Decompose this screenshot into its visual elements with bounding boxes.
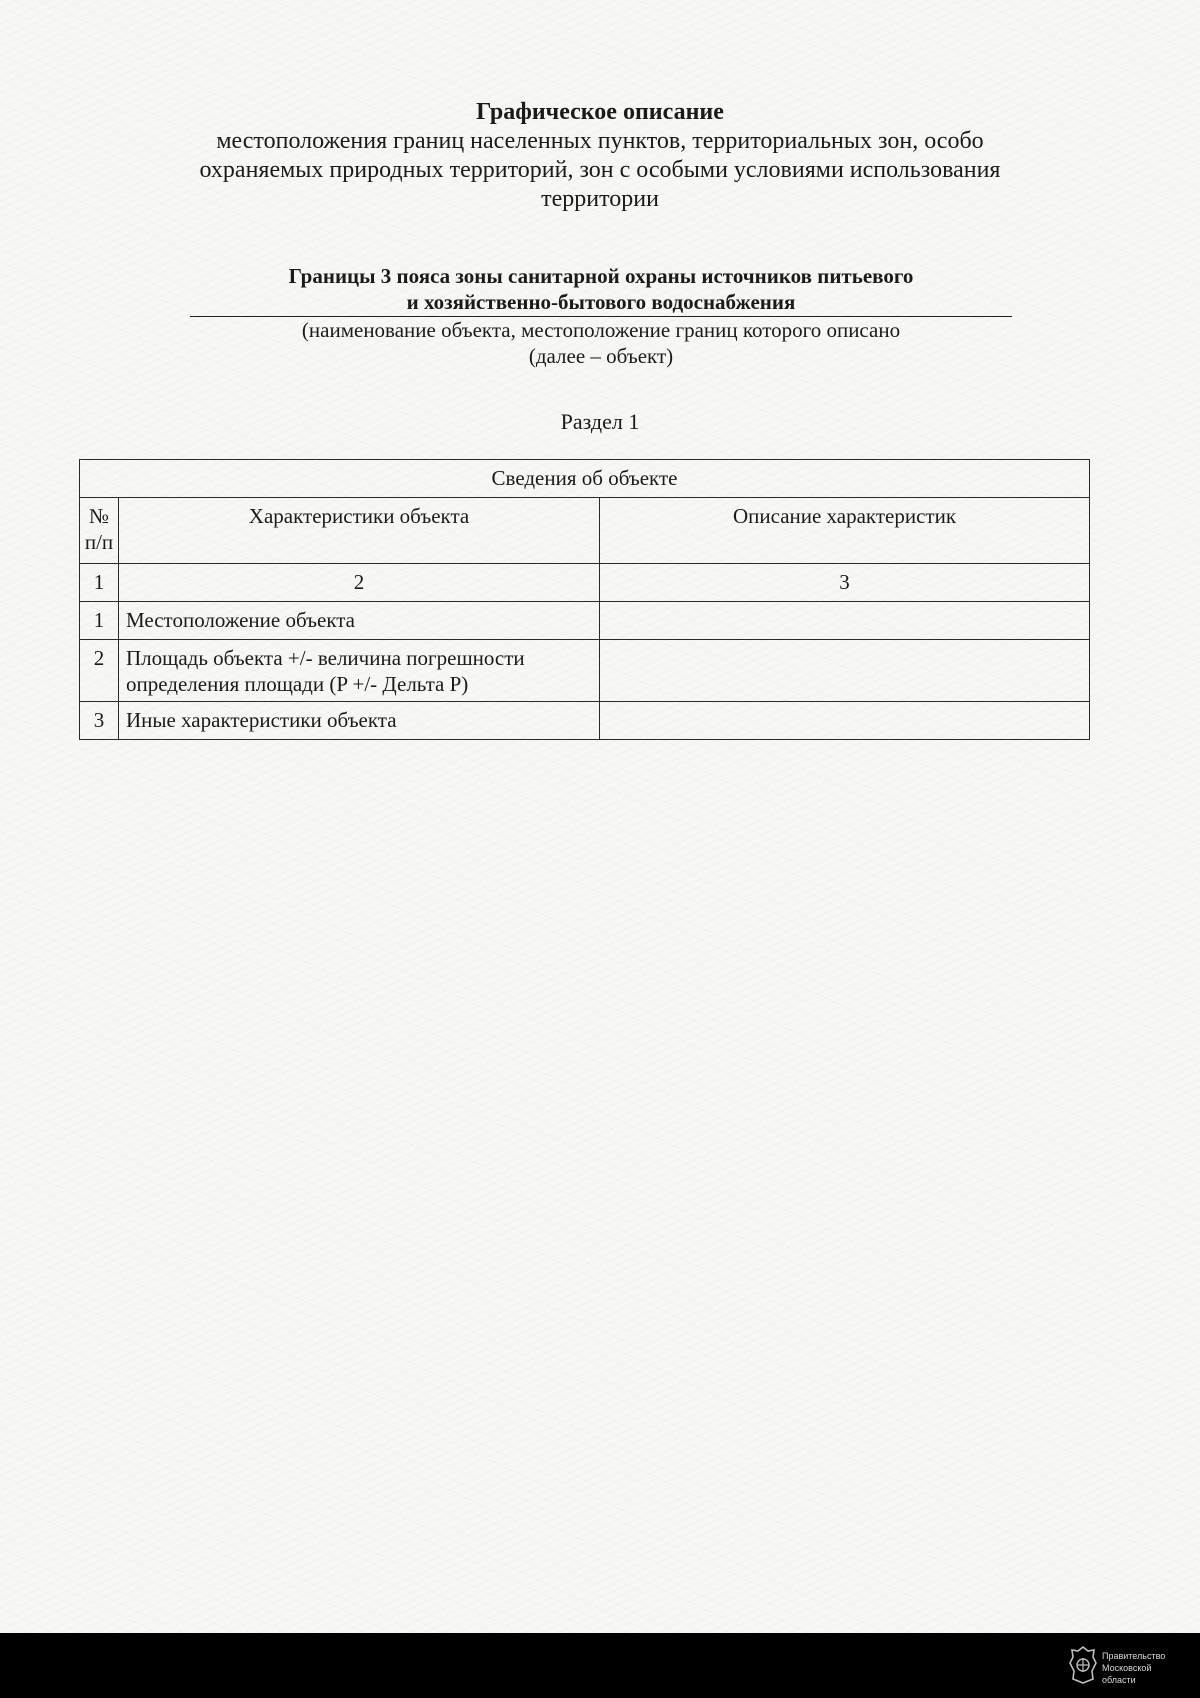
row-characteristic: Иные характеристики объекта bbox=[119, 702, 600, 740]
footer-text: Правительство Московской области bbox=[1102, 1651, 1166, 1685]
header-characteristic: Характеристики объекта bbox=[119, 498, 600, 564]
table-caption-row bbox=[80, 460, 1090, 498]
row-description bbox=[600, 640, 1090, 702]
row-description bbox=[600, 602, 1090, 640]
row-number: 1 bbox=[80, 602, 119, 640]
object-caption bbox=[190, 317, 1012, 369]
column-number: 2 bbox=[119, 564, 600, 602]
column-number-row bbox=[80, 564, 1090, 602]
document-title: Графическое описание bbox=[476, 99, 724, 125]
header-number: № п/п bbox=[80, 498, 119, 564]
table-row bbox=[80, 602, 1090, 640]
column-number: 1 bbox=[80, 564, 119, 602]
document-header bbox=[0, 98, 1200, 214]
table-row bbox=[80, 702, 1090, 740]
object-caption-line-1: (наименование объекта, местоположение границ которого описано bbox=[301, 318, 901, 342]
column-number: 3 bbox=[600, 564, 1090, 602]
footer-bar bbox=[0, 1633, 1200, 1698]
section-label: Раздел 1 bbox=[560, 409, 640, 434]
object-block bbox=[190, 263, 1012, 369]
row-number: 2 bbox=[80, 640, 119, 702]
row-characteristic: Площадь объекта +/- величина погрешности определения площади (P +/- Дельта P) bbox=[119, 640, 600, 702]
row-description bbox=[600, 702, 1090, 740]
table-caption: Сведения об объекте bbox=[80, 460, 1090, 498]
coat-of-arms-icon bbox=[1066, 1643, 1100, 1685]
table-row bbox=[80, 640, 1090, 702]
object-name-line-2: и хозяйственно-бытового водоснабжения bbox=[406, 290, 796, 314]
object-info-table bbox=[79, 459, 1090, 740]
row-characteristic: Местоположение объекта bbox=[119, 602, 600, 640]
object-name bbox=[190, 263, 1012, 317]
row-number: 3 bbox=[80, 702, 119, 740]
header-description: Описание характеристик bbox=[600, 498, 1090, 564]
object-caption-line-2: (далее – объект) bbox=[528, 344, 674, 368]
document-subtitle: местоположения границ населенных пунктов, территориальных зон, особо охраняемых природных территорий, зон с особыми условиями использования территории bbox=[199, 128, 1001, 212]
table-header-row bbox=[80, 498, 1090, 564]
object-name-line-1: Границы 3 пояса зоны санитарной охраны источников питьевого bbox=[288, 264, 914, 288]
